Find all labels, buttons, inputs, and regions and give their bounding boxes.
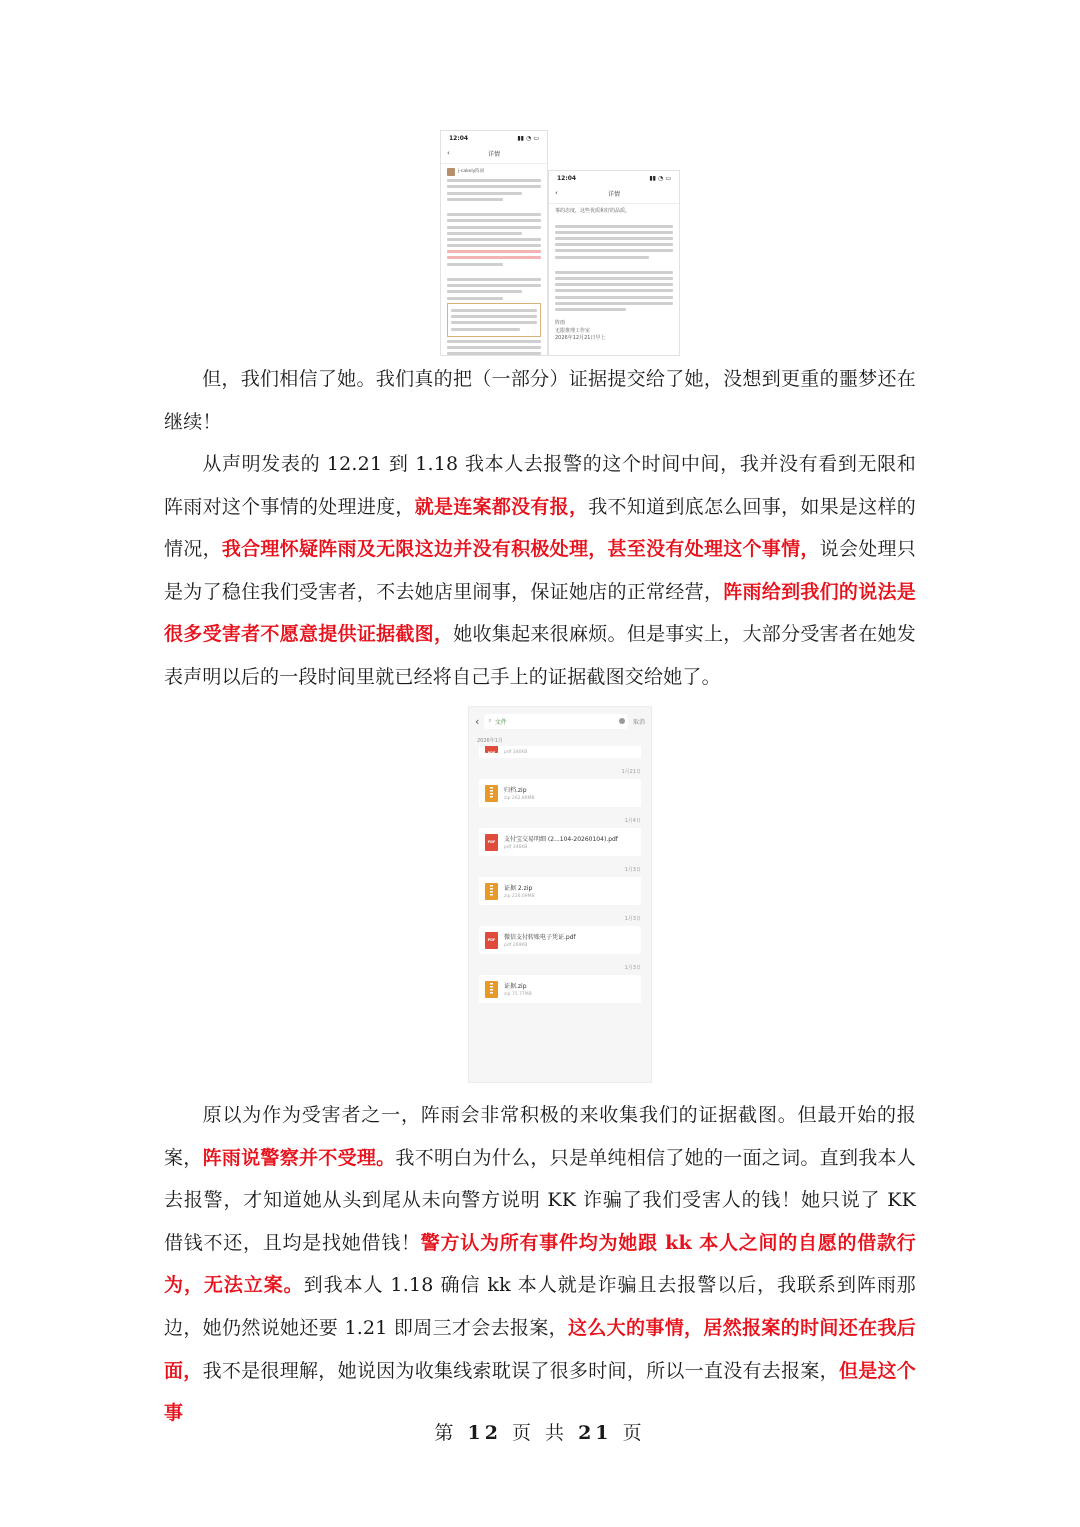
search-bar	[469, 707, 651, 735]
statement-opening: 事的态度，这些优质和好的品质。	[555, 208, 631, 214]
highlight-text: 我合理怀疑阵雨及无限这边并没有积极处理，甚至没有处理这个事情，	[221, 538, 820, 561]
paragraph-text: 她收集起来很麻烦。但是事实上，大部分受害者在她发表声明以后的一段时间里就已经将自己手上的证据截图交给她了。	[164, 623, 916, 688]
back-icon[interactable]: ‹	[475, 714, 480, 728]
status-time: 12:04	[557, 175, 577, 182]
file-item[interactable]	[479, 877, 641, 905]
signature-org: 无限推理工作室	[555, 327, 591, 334]
pdf-file-icon	[485, 932, 498, 949]
clear-icon[interactable]	[619, 718, 625, 724]
status-bar	[549, 171, 679, 189]
file-name: 微信支付转账电子凭证.pdf	[504, 934, 576, 941]
text-lines	[447, 179, 541, 356]
search-icon: ⌕	[488, 717, 492, 724]
highlight-text: 就是连案都没有报，	[414, 495, 589, 518]
footer-middle: 页 共	[511, 1422, 569, 1444]
signal-icon: ▮▮ ◔ ▭	[517, 135, 539, 142]
back-icon[interactable]: ‹	[447, 149, 450, 157]
back-icon[interactable]: ‹	[555, 189, 558, 197]
file-size: pdf 269KB	[504, 943, 528, 948]
file-meta	[504, 883, 535, 899]
paragraph-3	[164, 1094, 916, 1435]
file-size: zip 226.09MB	[504, 894, 535, 899]
nav-bar	[441, 149, 547, 164]
nav-title: 详情	[487, 151, 500, 158]
paragraph-text: 但，我们相信了她。我们真的把（一部分）证据提交给了她，没想到更重的噩梦还在继续！	[164, 368, 916, 433]
footer-suffix: 页	[622, 1422, 646, 1444]
file-date-label: 1月3日	[624, 916, 641, 922]
statement-body	[549, 204, 679, 346]
file-date-label: 1月3日	[624, 867, 641, 873]
page-total: 21	[578, 1422, 613, 1444]
file-size: pdf 346KB	[504, 845, 528, 850]
file-name: 支付宝交易明细 (2...104-20260104).pdf	[504, 836, 618, 843]
paragraph-text: 我不知道到底怎么回事，如果是这样的情况，	[164, 495, 916, 561]
file-name: 归档.zip	[504, 787, 527, 794]
paragraph-1	[164, 358, 916, 443]
status-time: 12:04	[449, 135, 469, 142]
nav-bar	[549, 189, 679, 204]
file-name: 证据 2.zip	[504, 885, 533, 892]
highlight-text: 阵雨说警察并不受理。	[202, 1146, 396, 1169]
cancel-button[interactable]: 取消	[632, 718, 645, 726]
footer-prefix: 第	[434, 1422, 458, 1444]
page-footer	[0, 1418, 1080, 1445]
file-size: zip 262.89MB	[504, 796, 535, 801]
paragraph-text: 到我本人 1.18 确信 kk 本人就是诈骗且去报警以后，我联系到阵雨那边，她仍然说她还要 1.21 即周三才会去报案，	[164, 1274, 916, 1339]
file-item[interactable]	[479, 779, 641, 807]
file-list-screenshot	[468, 706, 652, 1083]
pdf-file-icon	[485, 746, 498, 753]
avatar	[447, 168, 455, 176]
highlight-text: 阵雨给到我们的说法是很多受害者不愿意提供证据截图，	[164, 580, 916, 646]
highlight-text: 但是这个事	[164, 1359, 916, 1425]
signature-date: 2026年12月21日早上	[555, 335, 606, 342]
nav-title: 详情	[607, 191, 620, 198]
screenshot-statement-left	[440, 130, 548, 356]
page-number: 12	[467, 1422, 502, 1444]
status-bar	[441, 131, 547, 149]
paragraph-text: 我不明白为什么，只是单纯相信了她的一面之词。直到我本人去报警，才知道她从头到尾从未向警方说明 KK 诈骗了我们受害人的钱！她只说了 KK 借钱不还，且均是找她借钱！	[164, 1146, 916, 1254]
file-date-label: 1月21日	[621, 769, 641, 775]
highlight-text: 警方认为所有事件均为她跟 kk 本人之间的自愿的借款行为，无法立案。	[164, 1231, 916, 1297]
search-input[interactable]	[484, 714, 628, 729]
screenshot-statement-right	[548, 170, 680, 356]
month-label: 2026年1月	[477, 738, 503, 744]
paragraph-text: 原以为作为受害者之一，阵雨会非常积极的来收集我们的证据截图。但最开始的报案，	[164, 1104, 916, 1169]
zip-file-icon	[485, 785, 498, 802]
zip-file-icon	[485, 981, 498, 998]
paragraph-text: 从声明发表的 12.21 到 1.18 我本人去报警的这个时间中间，我并没有看到无限和阵雨对这个事情的处理进度，	[164, 453, 916, 518]
file-size: zip 75.77MB	[504, 992, 532, 997]
file-item[interactable]	[479, 828, 641, 856]
statement-body	[441, 164, 547, 356]
author-name: j-cakely阵雨	[458, 169, 485, 175]
paragraph-text: 我不是很理解，她说因为收集线索耽误了很多时间，所以一直没有去报案，	[202, 1359, 839, 1382]
file-meta	[504, 932, 576, 948]
file-item[interactable]	[479, 926, 641, 954]
search-text: 文件	[494, 718, 507, 726]
file-meta	[504, 981, 532, 997]
file-meta	[504, 834, 618, 850]
file-groups	[469, 758, 651, 1003]
file-date-label: 1月4日	[624, 818, 641, 824]
signature-name: 阵雨	[555, 320, 566, 327]
pdf-file-icon	[485, 834, 498, 851]
file-name: 证据.zip	[504, 983, 527, 990]
paragraph-2	[164, 443, 916, 699]
signal-icon: ▮▮ ◔ ▭	[649, 175, 671, 182]
file-meta	[504, 785, 535, 801]
file-item-partial[interactable]	[479, 746, 641, 758]
file-date-label: 1月3日	[624, 965, 641, 971]
highlight-text: 这么大的事情，居然报案的时间还在我后面，	[164, 1316, 916, 1382]
zip-file-icon	[485, 883, 498, 900]
file-size: pdf 346KB	[504, 749, 528, 755]
boxed-text	[447, 303, 541, 337]
paragraph-text: 说会处理只是为了稳住我们受害者，不去她店里闹事，保证她店的正常经营，	[164, 538, 916, 603]
file-item[interactable]	[479, 975, 641, 1003]
